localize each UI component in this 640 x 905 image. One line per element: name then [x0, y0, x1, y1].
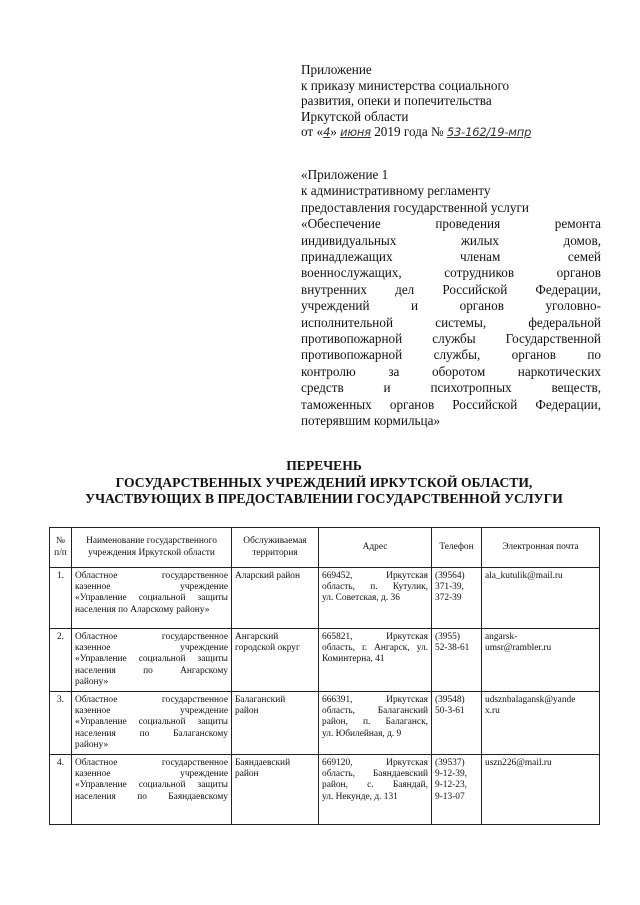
- address-line: Коминтерна, 41: [322, 654, 385, 665]
- email-line: x.ru: [485, 706, 500, 717]
- header-territory: Обслуживаемая территория: [232, 528, 319, 568]
- phone-line: 9-12-39,: [435, 769, 468, 780]
- date-prefix: от «: [301, 124, 324, 140]
- name-line: казенное учреждение: [75, 643, 228, 654]
- territory-line: Аларский район: [235, 571, 300, 581]
- table-row: [50, 629, 600, 692]
- row-num: 4.: [50, 755, 72, 825]
- address-line: 669120, Иркутская: [322, 758, 428, 769]
- name-line: «Управление социальной защиты: [75, 780, 228, 791]
- phone-line: (3955): [435, 632, 460, 642]
- annex-line: средств и психотропных веществ,: [301, 380, 601, 396]
- territory-line: городской округ: [235, 643, 300, 654]
- row-email: [482, 692, 600, 755]
- name-line: казенное учреждение: [75, 706, 228, 717]
- order-header: [301, 62, 601, 141]
- row-territory: [232, 692, 319, 755]
- date-year: 2019 года №: [374, 124, 444, 140]
- row-territory: [232, 568, 319, 629]
- annex-line: учреждений и органов уголовно-: [301, 298, 601, 314]
- annex-line: контролю за оборотом наркотических: [301, 363, 601, 379]
- territory-line: Ангарский: [235, 632, 279, 642]
- name-line: населения по Балаганскому: [75, 728, 228, 739]
- table-row: [50, 568, 600, 629]
- header-line: Приложение: [301, 62, 372, 77]
- row-name: [72, 629, 232, 692]
- annex-line: внутренних дел Российской Федерации,: [301, 281, 601, 297]
- phone-line: (39537): [435, 758, 465, 769]
- handwritten-order-number: 53-162/19-мпр: [446, 125, 532, 140]
- document-title: [24, 458, 624, 508]
- email-line: umsr@rambler.ru: [485, 643, 552, 654]
- phone-line: (39548): [435, 695, 465, 706]
- row-phone: [432, 692, 482, 755]
- annex-line: исполнительной системы, федеральной: [301, 314, 601, 330]
- row-name: [72, 568, 232, 629]
- address-line: район, п. Балаганск,: [322, 717, 428, 728]
- phone-line: 9-12-23,: [435, 780, 468, 791]
- annex-line: к административному регламенту: [301, 183, 491, 199]
- handwritten-month: июня: [340, 125, 371, 140]
- row-phone: [432, 629, 482, 692]
- address-line: ул. Некунде, д. 131: [322, 791, 398, 802]
- handwritten-day: 4: [323, 125, 331, 140]
- name-line: району»: [75, 676, 109, 687]
- date-mid: »: [330, 124, 337, 140]
- name-line: «Управление социальной защиты: [75, 717, 228, 728]
- row-email: [482, 568, 600, 629]
- annex-line: индивидуальных жилых домов,: [301, 232, 601, 248]
- phone-line: 50-3-61: [435, 706, 465, 717]
- name-line: Областное государственное: [75, 758, 228, 769]
- annex-line: противопожарной службы, органов по: [301, 347, 601, 363]
- name-line: Областное государственное: [75, 632, 228, 642]
- title-line: ГОСУДАРСТВЕННЫХ УЧРЕЖДЕНИЙ ИРКУТСКОЙ ОБЛАСТИ,: [115, 474, 533, 490]
- table-header-row: [50, 528, 600, 568]
- annex-line: противопожарной службы Государственной: [301, 331, 601, 347]
- name-line: Областное государственное: [75, 571, 228, 581]
- row-num: 2.: [50, 629, 72, 692]
- row-phone: [432, 568, 482, 629]
- order-date-line: [301, 124, 601, 141]
- row-email: [482, 755, 600, 825]
- address-line: область, г. Ангарск, ул.: [322, 643, 428, 654]
- email-line: angarsk-: [485, 632, 518, 642]
- row-address: [319, 629, 432, 692]
- row-num: 1.: [50, 568, 72, 629]
- header-line: к приказу министерства социального: [301, 77, 510, 93]
- phone-line: 372-39: [435, 593, 462, 604]
- name-line: населения по Аларскому району»: [75, 604, 210, 615]
- header-name: Наименование государственного учреждения Иркутской области: [72, 528, 232, 568]
- territory-line: Баяндаевский: [235, 758, 291, 769]
- annex-header: [301, 167, 601, 430]
- name-line: Областное государственное: [75, 695, 228, 706]
- phone-line: (39564): [435, 571, 465, 581]
- header-phone: Телефон: [432, 528, 482, 568]
- annex-line: потерявшим кормильца»: [301, 413, 441, 429]
- row-address: [319, 755, 432, 825]
- address-line: ул. Юбилейная, д. 9: [322, 728, 402, 739]
- header-address: Адрес: [319, 528, 432, 568]
- address-line: 669452, Иркутская: [322, 571, 428, 581]
- annex-line: «Приложение 1: [301, 167, 389, 182]
- address-line: область, Балаганский: [322, 706, 428, 717]
- annex-line: военнослужащих, сотрудников органов: [301, 265, 601, 281]
- row-address: [319, 692, 432, 755]
- territory-line: Балаганский: [235, 695, 286, 706]
- name-line: населения по Ангарскому: [75, 665, 228, 676]
- annex-line: принадлежащих членам семей: [301, 249, 601, 265]
- phone-line: 371-39,: [435, 582, 464, 593]
- territory-line: район: [235, 706, 259, 717]
- title-line: ПЕРЕЧЕНЬ: [286, 458, 362, 473]
- name-line: казенное учреждение: [75, 769, 228, 780]
- name-line: району»: [75, 739, 109, 750]
- address-line: 665821, Иркутская: [322, 632, 428, 642]
- name-line: «Управление социальной защиты: [75, 654, 228, 665]
- name-line: населения по Баяндаевскому: [75, 791, 228, 802]
- email-line: uszn226@mail.ru: [485, 758, 552, 769]
- address-line: ул. Советская, д. 36: [322, 593, 400, 604]
- row-address: [319, 568, 432, 629]
- address-line: район, с. Баяндай,: [322, 780, 428, 791]
- table-row: [50, 692, 600, 755]
- address-line: область, Баяндаевский: [322, 769, 428, 780]
- annex-line: «Обеспечение проведения ремонта: [301, 216, 601, 232]
- header-email: Электронная почта: [482, 528, 600, 568]
- title-line: УЧАСТВУЮЩИХ В ПРЕДОСТАВЛЕНИИ ГОСУДАРСТВЕННОЙ УСЛУГИ: [85, 491, 563, 506]
- header-line: Иркутской области: [301, 108, 409, 124]
- email-line: ala_kutulik@mail.ru: [485, 571, 563, 581]
- email-line: udsznbalagansk@yande: [485, 695, 576, 706]
- institutions-table: [49, 527, 600, 825]
- table-row: [50, 755, 600, 825]
- row-name: [72, 755, 232, 825]
- name-line: «Управление социальной защиты: [75, 593, 228, 604]
- phone-line: 52-38-61: [435, 643, 470, 654]
- annex-line: таможенных органов Российской Федерации,: [301, 396, 601, 412]
- row-phone: [432, 755, 482, 825]
- territory-line: район: [235, 769, 259, 780]
- address-line: 666391, Иркутская: [322, 695, 428, 706]
- row-num: 3.: [50, 692, 72, 755]
- header-line: развития, опеки и попечительства: [301, 93, 492, 109]
- row-email: [482, 629, 600, 692]
- row-name: [72, 692, 232, 755]
- address-line: область, п. Кутулик,: [322, 582, 428, 593]
- annex-line: предоставления государственной услуги: [301, 199, 529, 215]
- phone-line: 9-13-07: [435, 791, 465, 802]
- row-territory: [232, 755, 319, 825]
- row-territory: [232, 629, 319, 692]
- name-line: казенное учреждение: [75, 582, 228, 593]
- header-num: № п/п: [50, 528, 72, 568]
